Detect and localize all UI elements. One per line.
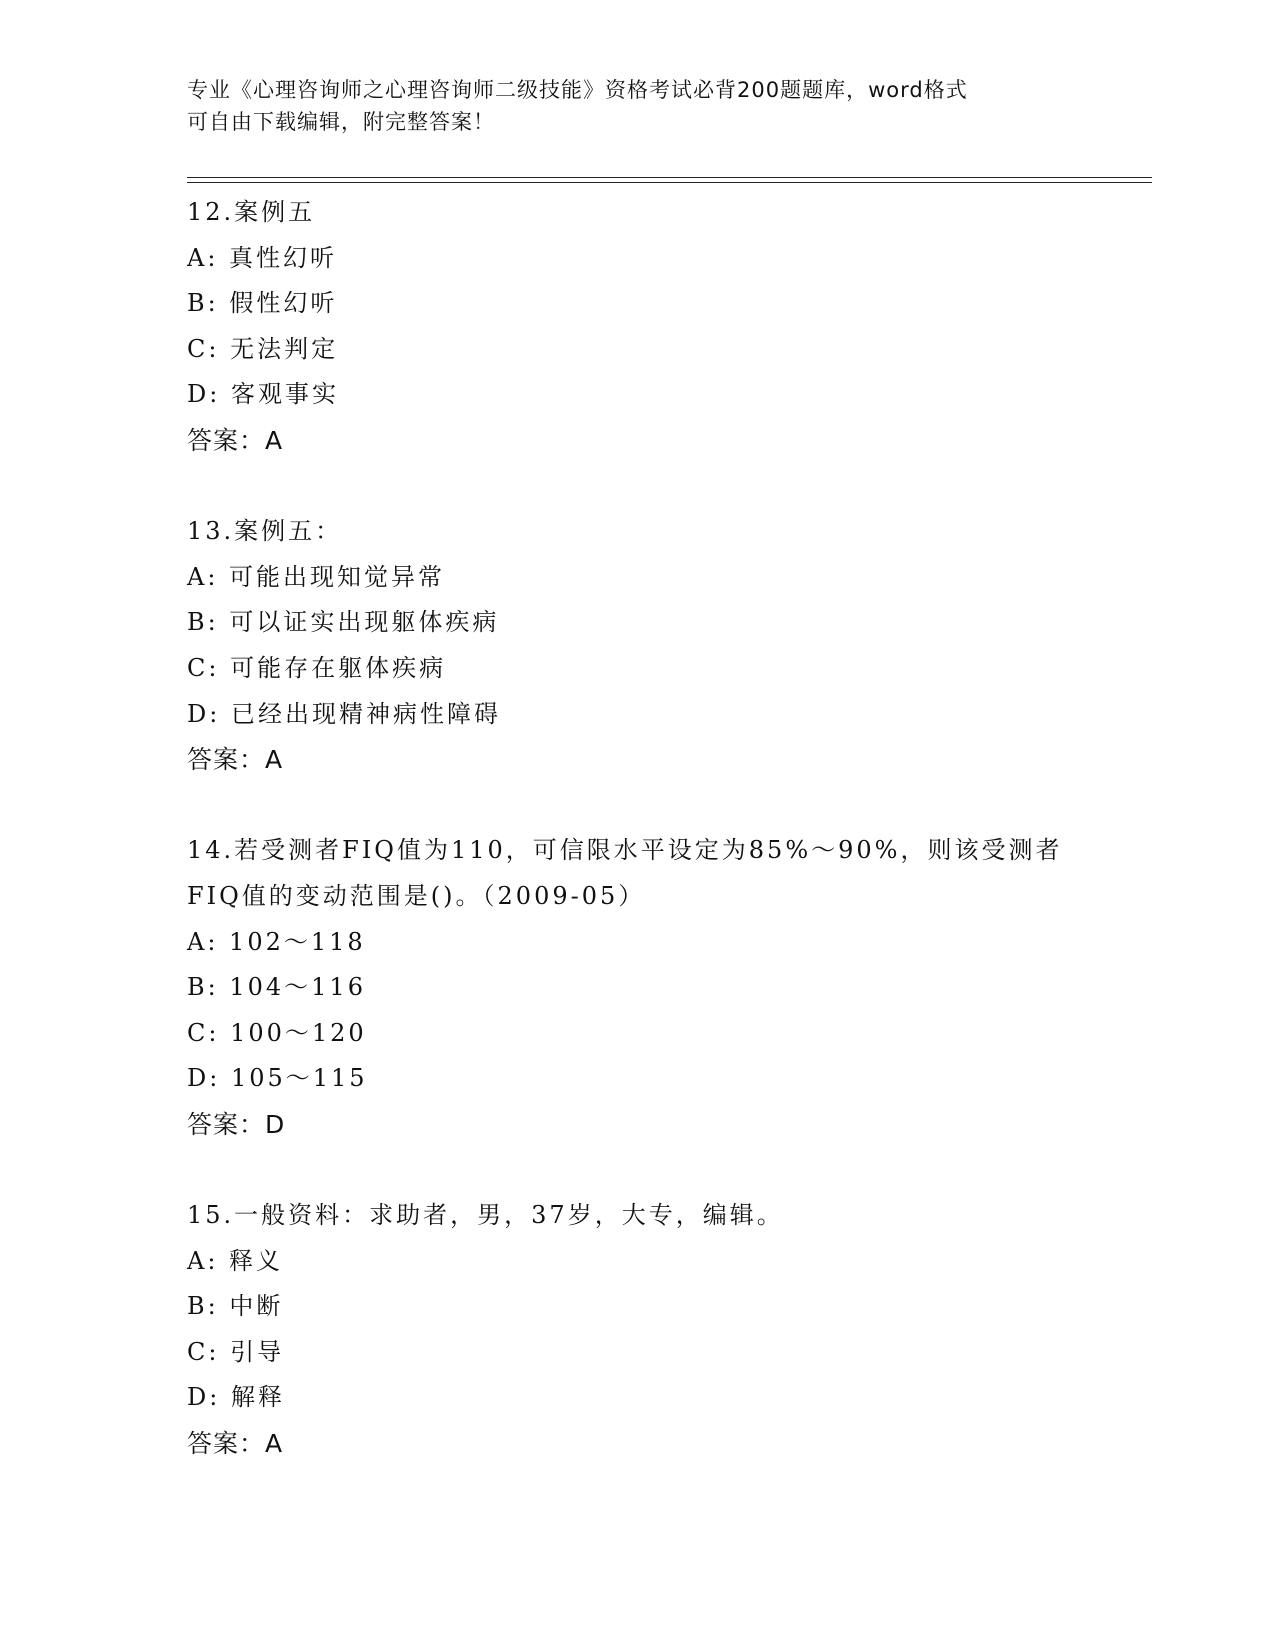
option-b: B: 中断 — [187, 1292, 284, 1321]
question-12 — [187, 190, 1127, 464]
option-b: B: 可以证实出现躯体疾病 — [187, 608, 500, 637]
option-a: A: 真性幻听 — [187, 243, 338, 272]
option-a: A: 释义 — [187, 1246, 284, 1275]
question-spacer — [187, 1147, 1127, 1193]
answer-line: 答案：A — [187, 425, 284, 455]
option-b: B: 104～116 — [187, 973, 366, 1002]
question-15 — [187, 1193, 1127, 1467]
option-c: C: 100～120 — [187, 1018, 367, 1047]
option-a: A: 102～118 — [187, 927, 366, 956]
option-d: D: 解释 — [187, 1383, 285, 1412]
question-stem: 14.若受测者FIQ值为110，可信限水平设定为85%～90%，则该受测者 — [187, 836, 1063, 865]
option-d: D: 105～115 — [187, 1064, 368, 1093]
option-c: C: 可能存在躯体疾病 — [187, 653, 447, 682]
answer-line: 答案：A — [187, 745, 284, 775]
option-d: D: 已经出现精神病性障碍 — [187, 699, 501, 728]
option-b: B: 假性幻听 — [187, 289, 338, 318]
option-c: C: 引导 — [187, 1337, 285, 1366]
header-title-line-1: 专业《心理咨询师之心理咨询师二级技能》资格考试必背200题题库，word格式 — [187, 78, 968, 102]
header-divider-top — [187, 177, 1152, 178]
option-a: A: 可能出现知觉异常 — [187, 562, 446, 591]
question-stem: 13.案例五： — [187, 517, 343, 546]
document-header — [187, 74, 1087, 138]
question-spacer — [187, 464, 1127, 510]
question-13 — [187, 509, 1127, 783]
question-stem: 12.案例五 — [187, 198, 316, 226]
option-d: D: 客观事实 — [187, 380, 339, 409]
header-title-line-2: 可自由下载编辑，附完整答案！ — [187, 110, 495, 134]
header-divider-bottom — [187, 182, 1152, 183]
question-spacer — [187, 783, 1127, 829]
question-stem-continued: FIQ值的变动范围是()。（2009-05） — [187, 881, 646, 910]
question-stem: 15.一般资料：求助者，男，37岁，大专，编辑。 — [187, 1201, 784, 1230]
question-list — [187, 190, 1127, 1467]
question-14 — [187, 828, 1127, 1147]
answer-line: 答案：A — [187, 1429, 284, 1459]
option-c: C: 无法判定 — [187, 334, 339, 363]
answer-line: 答案：D — [187, 1109, 286, 1139]
